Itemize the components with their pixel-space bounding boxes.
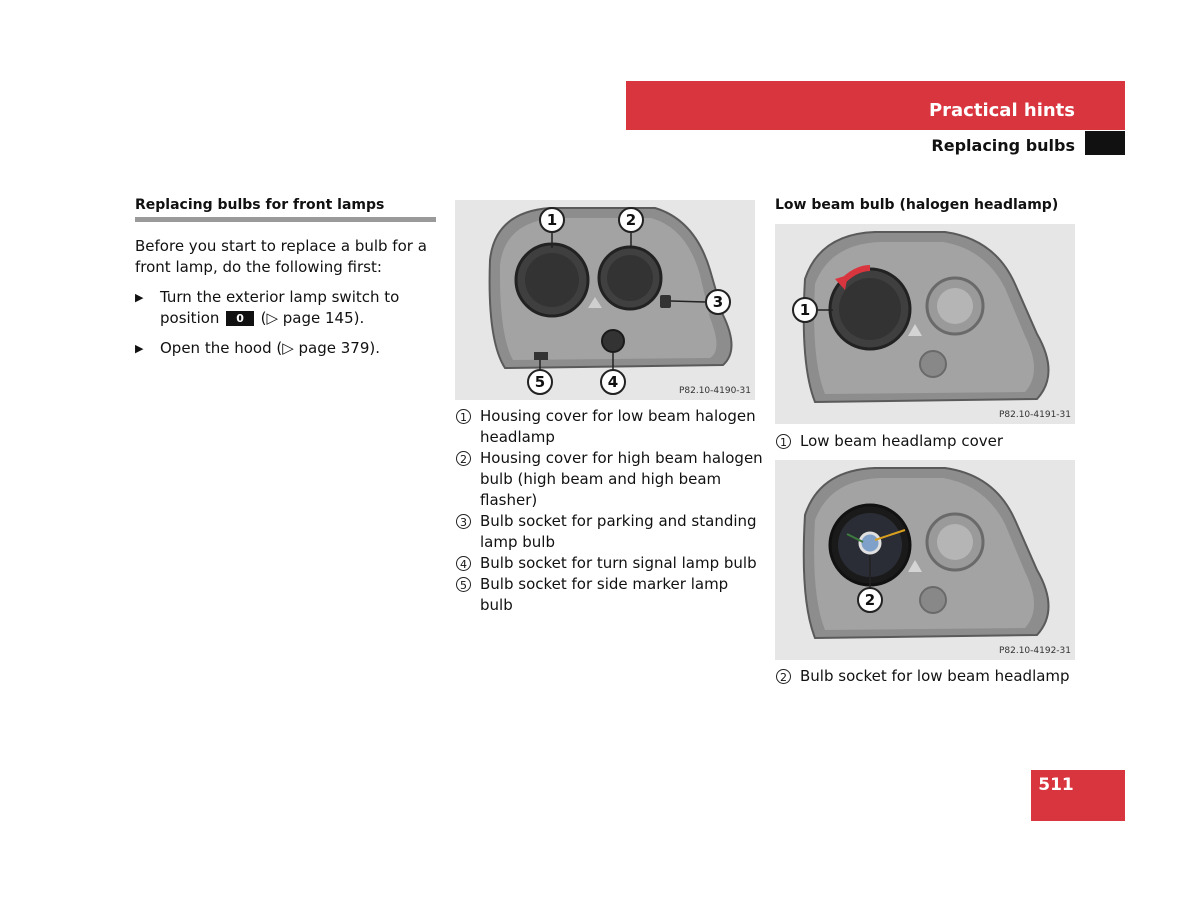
headlamp-rear-figure <box>455 200 755 400</box>
legend-text: Low beam headlamp cover <box>800 432 1004 450</box>
section-title: Practical hints <box>928 100 1075 121</box>
bullet-text: Turn the exterior lamp switch to position <box>160 288 400 327</box>
figure-2-caption <box>775 431 1075 452</box>
instruction-bullet <box>135 338 435 359</box>
legend-item <box>455 406 765 448</box>
figure-3-caption <box>775 666 1075 687</box>
callout-5: 5 <box>534 373 546 391</box>
callout-2: 2 <box>864 591 876 609</box>
legend-item <box>455 574 765 616</box>
legend-text: Housing cover for low beam halogen headlamp <box>480 407 756 446</box>
legend-number: 2 <box>776 669 791 684</box>
figure-1-legend <box>455 406 765 616</box>
callout-1: 1 <box>799 301 811 319</box>
section-heading: Replacing bulbs for front lamps <box>135 197 385 213</box>
bullet-arrow-icon: ▶ <box>135 342 144 355</box>
low-beam-cover-figure <box>775 224 1075 424</box>
figure-code: P82.10-4190-31 <box>678 386 751 396</box>
callout-3: 3 <box>712 293 724 311</box>
legend-text: Bulb socket for parking and standing lamp bulb <box>480 512 757 551</box>
low-beam-cover-illustration <box>775 224 1075 424</box>
page-reference: (▷ page 145). <box>255 309 365 327</box>
heading-rule <box>135 217 436 222</box>
legend-item <box>775 431 1075 452</box>
legend-item <box>455 553 765 574</box>
figure-code: P82.10-4191-31 <box>998 410 1071 420</box>
legend-item <box>455 448 765 511</box>
legend-item <box>775 666 1075 687</box>
figure-heading: Low beam bulb (halogen headlamp) <box>775 197 1059 213</box>
switch-position-key: 0 <box>226 311 254 326</box>
legend-number: 2 <box>456 451 471 466</box>
legend-number: 4 <box>456 556 471 571</box>
legend-number: 1 <box>456 409 471 424</box>
page-number: 511 <box>1038 775 1074 795</box>
legend-number: 5 <box>456 577 471 592</box>
callout-2: 2 <box>625 211 637 229</box>
subsection-title: Replacing bulbs <box>931 136 1075 155</box>
intro-paragraph: Before you start to replace a bulb for a front lamp, do the following first: <box>135 237 427 276</box>
legend-text: Bulb socket for turn signal lamp bulb <box>480 554 757 572</box>
subsection-marker <box>1085 131 1125 155</box>
legend-item <box>455 511 765 553</box>
legend-number: 3 <box>456 514 471 529</box>
figure-code: P82.10-4192-31 <box>998 646 1071 656</box>
legend-text: Bulb socket for low beam headlamp <box>800 667 1070 685</box>
bullet-arrow-icon: ▶ <box>135 291 144 304</box>
callout-4: 4 <box>607 373 619 391</box>
bulb-socket-illustration <box>775 460 1075 660</box>
legend-text: Housing cover for high beam halogen bulb (high beam and high beam flasher) <box>480 449 763 509</box>
headlamp-rear-illustration <box>455 200 755 400</box>
callout-1: 1 <box>546 211 558 229</box>
instruction-bullet <box>135 287 435 329</box>
bulb-socket-figure <box>775 460 1075 660</box>
legend-number: 1 <box>776 434 791 449</box>
legend-text: Bulb socket for side marker lamp bulb <box>480 575 729 614</box>
bullet-text: Open the hood (▷ page 379). <box>160 339 381 357</box>
